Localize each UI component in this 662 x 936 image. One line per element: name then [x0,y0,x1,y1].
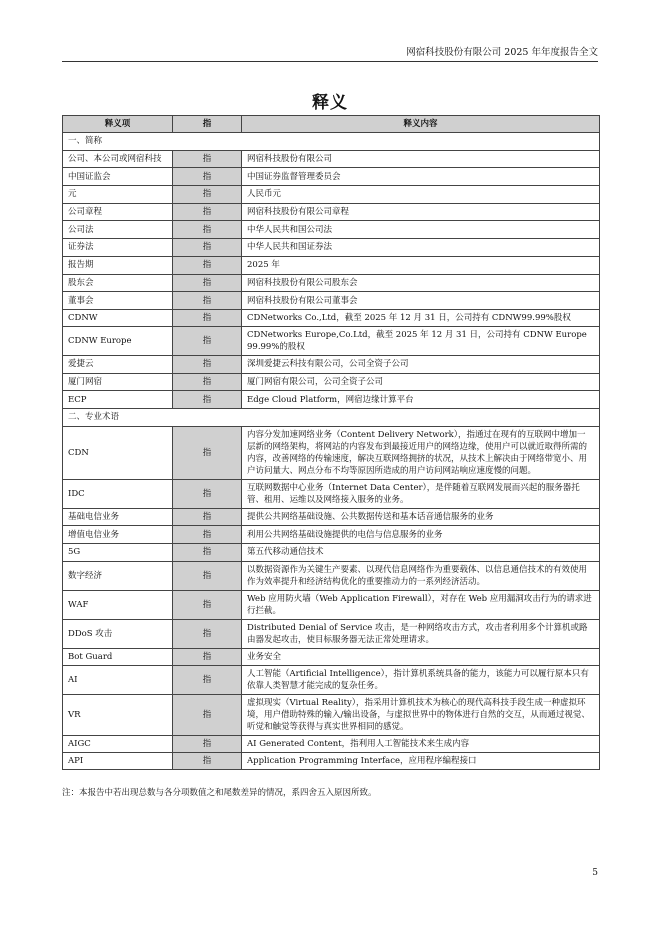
ref-cell: 指 [173,326,242,355]
ref-cell: 指 [173,426,242,479]
ref-cell: 指 [173,648,242,666]
definition-cell: 中华人民共和国公司法 [242,221,600,239]
definition-cell: 内容分发加速网络业务（Content Delivery Network），指通过在现有的互联网中增加一层新的网络架构，将网站的内容发布到最接近用户的网络边缘，使用户可以就近取得所需的内容，改善网络的传输速度，解决互联网络拥挤的状况，从技术上解决由于网络带宽小、用户访问量大、网点分布不均等原因所造成的用户访问网站响应速度慢的问题。 [242,426,600,479]
table-body [63,133,600,770]
table-row [63,168,600,186]
term-cell: 报告期 [63,256,173,274]
table-row [63,203,600,221]
ref-cell: 指 [173,695,242,736]
table-row [63,391,600,409]
ref-cell: 指 [173,526,242,544]
term-cell: WAF [63,590,173,619]
ref-cell: 指 [173,544,242,562]
term-cell: 股东会 [63,274,173,292]
term-cell: 中国证监会 [63,168,173,186]
term-cell: 公司、本公司或网宿科技 [63,150,173,168]
table-row [63,695,600,736]
table-row [63,239,600,257]
definition-cell: AI Generated Content，指利用人工智能技术来生成内容 [242,736,600,753]
definition-cell: 人民币元 [242,186,600,204]
header-definition: 释义内容 [242,116,600,133]
table-row [63,256,600,274]
term-cell: 5G [63,544,173,562]
definition-cell: CDNetworks Europe,Co.Ltd，截至 2025 年 12 月 31 日，公司持有 CDNW Europe 99.99%的股权 [242,326,600,355]
term-cell: 爱捷云 [63,355,173,373]
definition-cell: 提供公共网络基础设施、公共数据传送和基本话音通信服务的业务 [242,508,600,526]
table-row [63,666,600,695]
section-row [63,408,600,426]
ref-cell: 指 [173,186,242,204]
ref-cell: 指 [173,666,242,695]
ref-cell: 指 [173,168,242,186]
section-row [63,133,600,151]
definition-cell: 第五代移动通信技术 [242,544,600,562]
footnote: 注：本报告中若出现总数与各分项数值之和尾数差异的情况，系四舍五入原因所致。 [62,788,377,798]
ref-cell: 指 [173,274,242,292]
term-cell: VR [63,695,173,736]
definition-cell: 利用公共网络基础设施提供的电信与信息服务的业务 [242,526,600,544]
table-row [63,590,600,619]
ref-cell: 指 [173,373,242,391]
section-heading: 二、专业术语 [63,408,600,426]
definition-cell: 中华人民共和国证券法 [242,239,600,257]
table-header-row [63,116,600,133]
table-row [63,561,600,590]
table-row [63,508,600,526]
term-cell: Bot Guard [63,648,173,666]
term-cell: 数字经济 [63,561,173,590]
table-row [63,274,600,292]
table-row [63,648,600,666]
table-row [63,736,600,753]
term-cell: CDNW [63,309,173,326]
ref-cell: 指 [173,221,242,239]
definitions-table [62,115,600,770]
term-cell: 元 [63,186,173,204]
definition-cell: 2025 年 [242,256,600,274]
definition-cell: 人工智能（Artificial Intelligence），指计算机系统具备的能力，该能力可以履行原本只有依靠人类智慧才能完成的复杂任务。 [242,666,600,695]
ref-cell: 指 [173,619,242,648]
definition-cell: Web 应用防火墙（Web Application Firewall），对存在 Web 应用漏洞攻击行为的请求进行拦截。 [242,590,600,619]
ref-cell: 指 [173,239,242,257]
table-row [63,309,600,326]
definition-cell: 中国证券监督管理委员会 [242,168,600,186]
table-row [63,619,600,648]
term-cell: API [63,753,173,770]
ref-cell: 指 [173,561,242,590]
term-cell: CDN [63,426,173,479]
definition-cell: CDNetworks Co.,Ltd，截至 2025 年 12 月 31 日，公司持有 CDNW99.99%股权 [242,309,600,326]
term-cell: DDoS 攻击 [63,619,173,648]
table-row [63,186,600,204]
definition-cell: 业务安全 [242,648,600,666]
definition-cell: Distributed Denial of Service 攻击，是一种网络攻击方式，攻击者利用多个计算机或路由器发起攻击，使目标服务器无法正常处理请求。 [242,619,600,648]
definition-cell: 虚拟现实（Virtual Reality），指采用计算机技术为核心的现代高科技手段生成一种虚拟环境，用户借助特殊的输入/输出设备，与虚拟世界中的物体进行自然的交互，从而通过视觉、听觉和触觉等获得与真实世界相同的感觉。 [242,695,600,736]
term-cell: 基础电信业务 [63,508,173,526]
ref-cell: 指 [173,391,242,409]
ref-cell: 指 [173,479,242,508]
ref-cell: 指 [173,590,242,619]
table-row [63,150,600,168]
ref-cell: 指 [173,150,242,168]
table-row [63,221,600,239]
definition-cell: 网宿科技股份有限公司董事会 [242,292,600,310]
term-cell: AIGC [63,736,173,753]
term-cell: 厦门网宿 [63,373,173,391]
definition-cell: 网宿科技股份有限公司股东会 [242,274,600,292]
ref-cell: 指 [173,355,242,373]
term-cell: AI [63,666,173,695]
term-cell: 公司法 [63,221,173,239]
table-row [63,753,600,770]
definition-cell: 以数据资源作为关键生产要素、以现代信息网络作为重要载体、以信息通信技术的有效使用作为效率提升和经济结构优化的重要推动力的一系列经济活动。 [242,561,600,590]
definition-cell: 网宿科技股份有限公司 [242,150,600,168]
term-cell: 公司章程 [63,203,173,221]
term-cell: 证券法 [63,239,173,257]
definition-cell: 厦门网宿有限公司，公司全资子公司 [242,373,600,391]
term-cell: 董事会 [63,292,173,310]
table-row [63,426,600,479]
table-row [63,373,600,391]
definition-cell: Application Programming Interface，应用程序编程接口 [242,753,600,770]
table-row [63,292,600,310]
definition-cell: Edge Cloud Platform，网宿边缘计算平台 [242,391,600,409]
ref-cell: 指 [173,753,242,770]
ref-cell: 指 [173,292,242,310]
ref-cell: 指 [173,309,242,326]
ref-cell: 指 [173,256,242,274]
term-cell: IDC [63,479,173,508]
ref-cell: 指 [173,508,242,526]
header-term: 释义项 [63,116,173,133]
report-header: 网宿科技股份有限公司 2025 年年度报告全文 [62,44,598,62]
table-row [63,355,600,373]
term-cell: 增值电信业务 [63,526,173,544]
ref-cell: 指 [173,203,242,221]
definition-cell: 网宿科技股份有限公司章程 [242,203,600,221]
definition-cell: 互联网数据中心业务（Internet Data Center），是伴随着互联网发展而兴起的服务器托管、租用、运维以及网络接入服务的业务。 [242,479,600,508]
term-cell: ECP [63,391,173,409]
table-row [63,544,600,562]
page-title: 释义 [312,93,348,113]
header-ref: 指 [173,116,242,133]
ref-cell: 指 [173,736,242,753]
page-number: 5 [592,868,598,878]
table-row [63,526,600,544]
table-row [63,326,600,355]
definition-cell: 深圳爱捷云科技有限公司，公司全资子公司 [242,355,600,373]
table-row [63,479,600,508]
section-heading: 一、简称 [63,133,600,151]
term-cell: CDNW Europe [63,326,173,355]
